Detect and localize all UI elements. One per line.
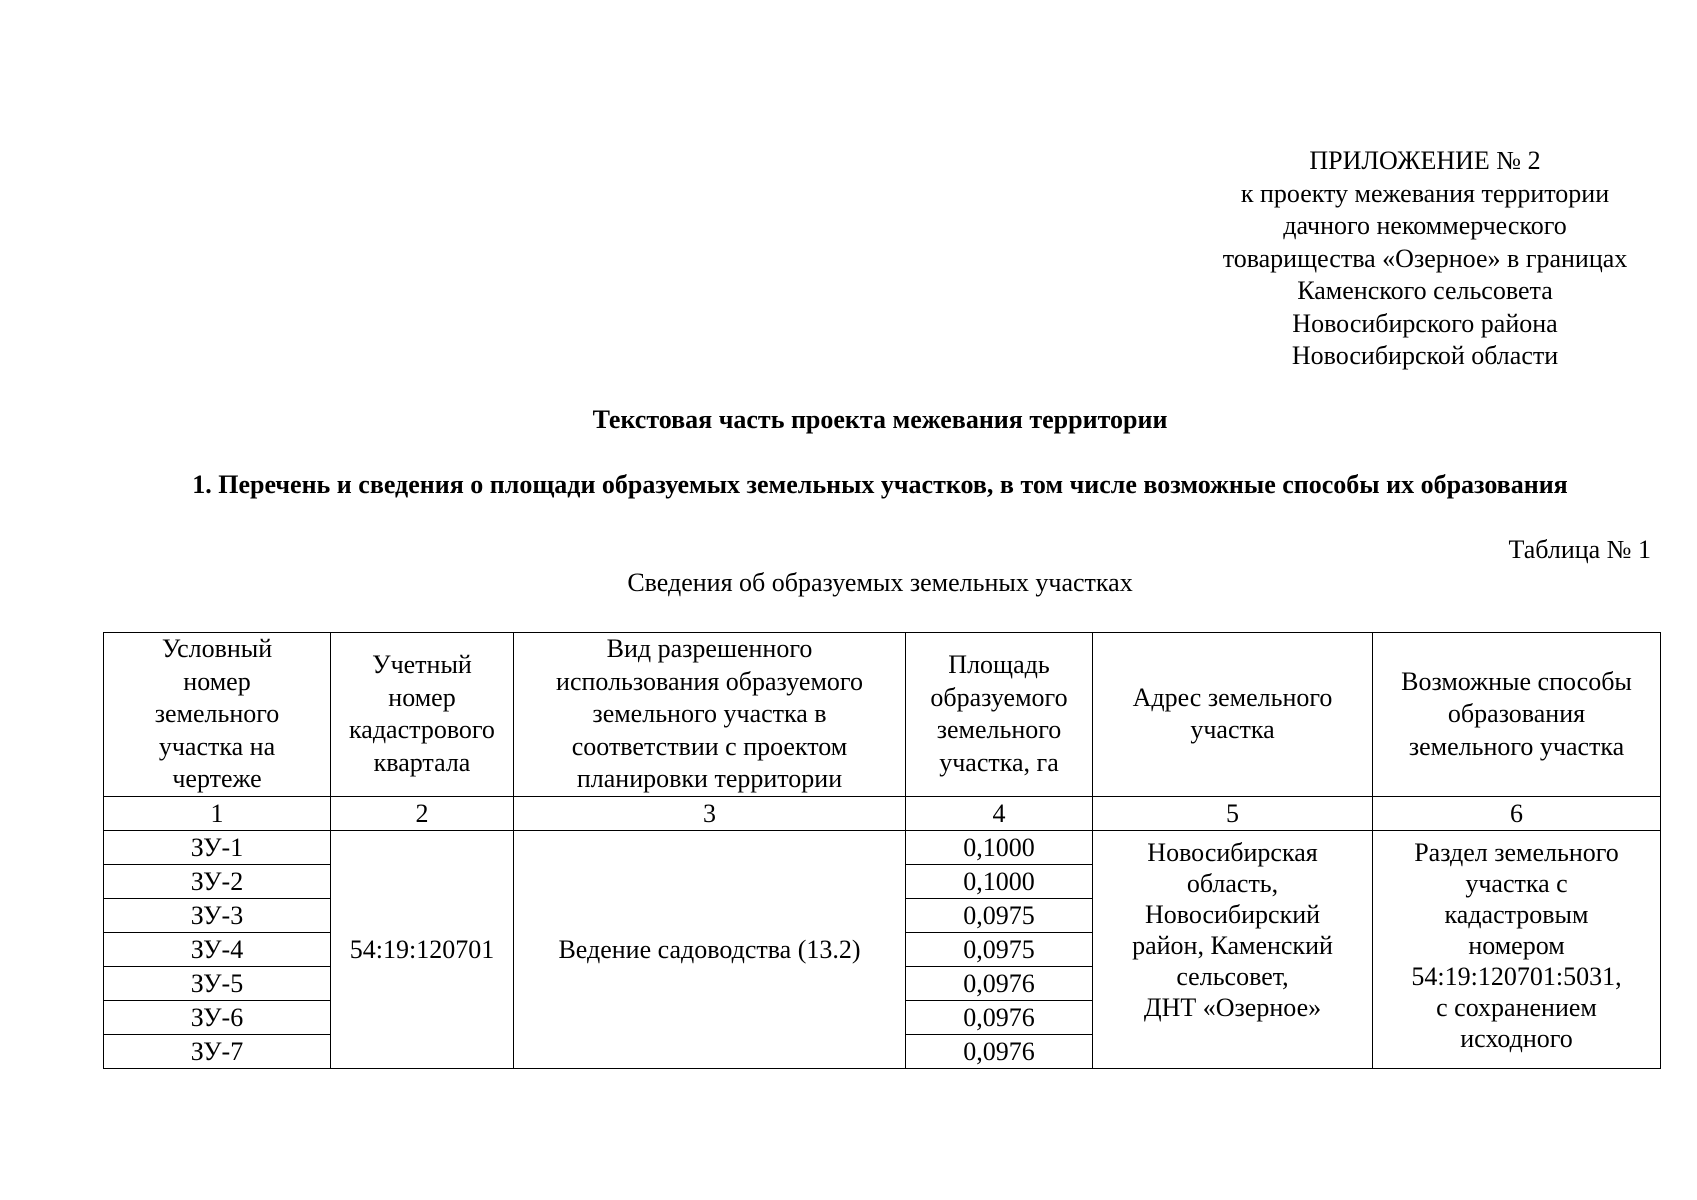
plot-area: 0,0976 <box>906 1034 1093 1068</box>
plot-area: 0,0975 <box>906 898 1093 932</box>
column-number: 6 <box>1373 796 1661 830</box>
header-cadastral-quarter: Учетный номер кадастрового квартала <box>331 633 514 797</box>
plot-number: ЗУ-2 <box>104 864 331 898</box>
appendix-line: ПРИЛОЖЕНИЕ № 2 <box>1309 146 1541 175</box>
table-caption: Сведения об образуемых земельных участках <box>627 568 1133 597</box>
column-numbers-row <box>104 796 1661 830</box>
document-title: Текстовая часть проекта межевания территории <box>592 405 1168 434</box>
appendix-line: Каменского сельсовета <box>1297 276 1553 305</box>
plot-number: ЗУ-4 <box>104 932 331 966</box>
header-permitted-use: Вид разрешенного использования образуемого земельного участка в соответствии с проектом планировки территории <box>514 633 906 797</box>
cadastral-quarter: 54:19:120701 <box>331 830 514 1068</box>
plot-area: 0,0976 <box>906 1000 1093 1034</box>
plot-address: Новосибирская область, Новосибирский район, Каменский сельсовет, ДНТ «Озерное» <box>1093 830 1373 1068</box>
table-number: Таблица № 1 <box>1508 535 1651 564</box>
plot-number: ЗУ-6 <box>104 1000 331 1034</box>
appendix-line: товарищества «Озерное» в границах <box>1222 243 1628 273</box>
table-row <box>104 830 1661 864</box>
plot-area: 0,1000 <box>906 864 1093 898</box>
permitted-use: Ведение садоводства (13.2) <box>514 830 906 1068</box>
column-number: 3 <box>514 796 906 830</box>
plot-number: ЗУ-5 <box>104 966 331 1000</box>
header-conditional-number: Условный номер земельного участка на чертеже <box>104 633 331 797</box>
plot-number: ЗУ-1 <box>104 830 331 864</box>
section-title: 1. Перечень и сведения о площади образуемых земельных участков, в том числе возможные способы их образования <box>192 470 1568 499</box>
header-formation-method: Возможные способы образования земельного участка <box>1373 633 1661 797</box>
header-area: Площадь образуемого земельного участка, га <box>906 633 1093 797</box>
header-address: Адрес земельного участка <box>1093 633 1373 797</box>
plot-area: 0,0975 <box>906 932 1093 966</box>
plot-number: ЗУ-3 <box>104 898 331 932</box>
column-number: 4 <box>906 796 1093 830</box>
column-number: 1 <box>104 796 331 830</box>
plot-area: 0,1000 <box>906 830 1093 864</box>
column-number: 5 <box>1093 796 1373 830</box>
appendix-line: к проекту межевания территории <box>1240 178 1610 208</box>
column-number: 2 <box>331 796 514 830</box>
appendix-line: дачного некоммерческого <box>1283 211 1567 240</box>
plot-number: ЗУ-7 <box>104 1034 331 1068</box>
appendix-heading <box>1180 145 1670 373</box>
appendix-line: Новосибирской области <box>1291 341 1559 370</box>
land-plots-table <box>103 632 1661 1069</box>
formation-method: Раздел земельного участка с кадастровым номером 54:19:120701:5031, с сохранением исходного <box>1373 830 1661 1068</box>
table-header-row <box>104 633 1661 797</box>
plot-area: 0,0976 <box>906 966 1093 1000</box>
appendix-line: Новосибирского района <box>1292 308 1558 338</box>
